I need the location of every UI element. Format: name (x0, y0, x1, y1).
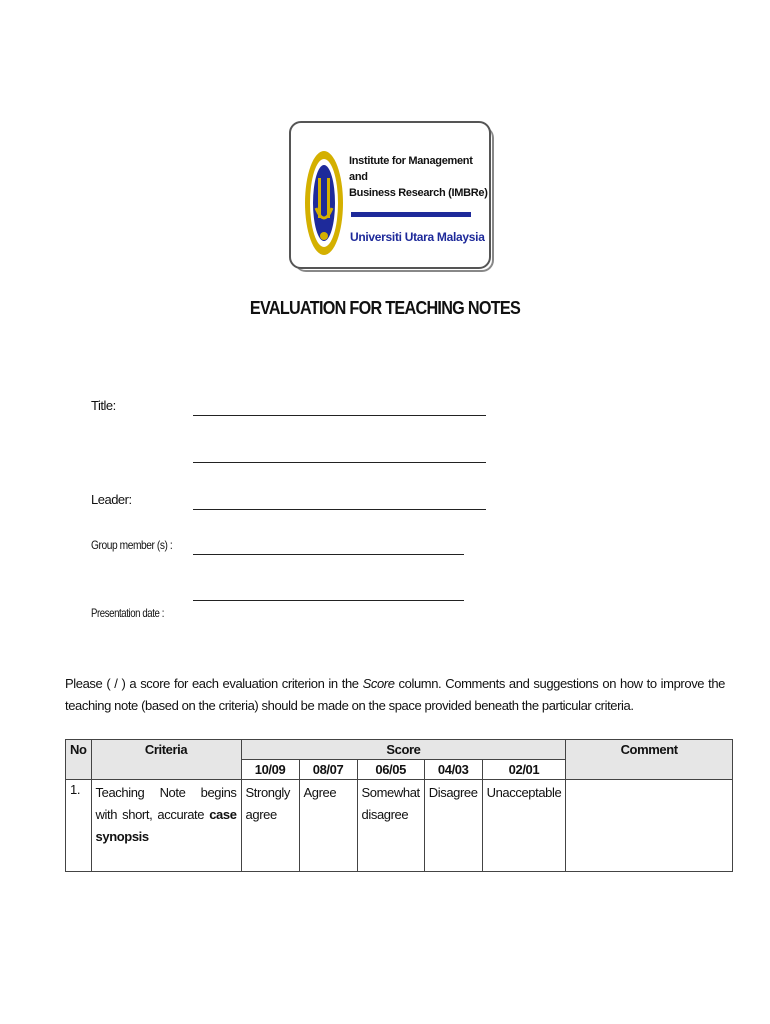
score-unacceptable[interactable]: Unacceptable (482, 780, 566, 872)
header-comment: Comment (566, 740, 733, 780)
score-col-04-03: 04/03 (424, 760, 482, 780)
score-agree[interactable]: Agree (299, 780, 357, 872)
header-no: No (66, 740, 92, 780)
title-line-1[interactable] (193, 415, 486, 416)
header-criteria: Criteria (91, 740, 241, 780)
group-members-line-2[interactable] (193, 600, 464, 601)
table-header-row (66, 740, 733, 760)
group-members-line-1[interactable] (193, 554, 464, 555)
evaluation-table (65, 739, 733, 872)
title-label: Title: (91, 398, 116, 413)
document-title: EVALUATION FOR TEACHING NOTES (249, 298, 521, 318)
score-strongly-agree[interactable]: Strongly agree (241, 780, 299, 872)
leader-line[interactable] (193, 509, 486, 510)
score-disagree[interactable]: Disagree (424, 780, 482, 872)
group-members-label: Group member (s) : (91, 538, 173, 552)
table-row (66, 780, 733, 872)
uum-seal-icon (304, 148, 344, 258)
institute-name: Institute for Management and Business Research (IMBRe) (349, 155, 488, 199)
row-criteria: Teaching Note begins with short, accurate case synopsis (91, 780, 241, 872)
presentation-date-label: Presentation date : (91, 606, 164, 620)
header-score: Score (241, 740, 566, 760)
university-name: Universiti Utara Malaysia (350, 230, 485, 244)
instructions-paragraph: Please ( / ) a score for each evaluation criterion in the Score column. Comments and suggestions on how to improve the teaching note (based on the criteria) should be made on the space provided beneath the particular criteria. (65, 676, 725, 713)
score-somewhat-disagree[interactable]: Somewhat disagree (357, 780, 424, 872)
imbre-logo-box (289, 121, 491, 269)
score-col-08-07: 08/07 (299, 760, 357, 780)
logo-divider-bar (351, 212, 471, 217)
score-word: Score (362, 676, 395, 691)
comment-cell[interactable] (566, 780, 733, 872)
score-col-06-05: 06/05 (357, 760, 424, 780)
row-number: 1. (66, 780, 92, 872)
title-line-2[interactable] (193, 462, 486, 463)
leader-label: Leader: (91, 492, 132, 507)
score-col-02-01: 02/01 (482, 760, 566, 780)
score-col-10-09: 10/09 (241, 760, 299, 780)
